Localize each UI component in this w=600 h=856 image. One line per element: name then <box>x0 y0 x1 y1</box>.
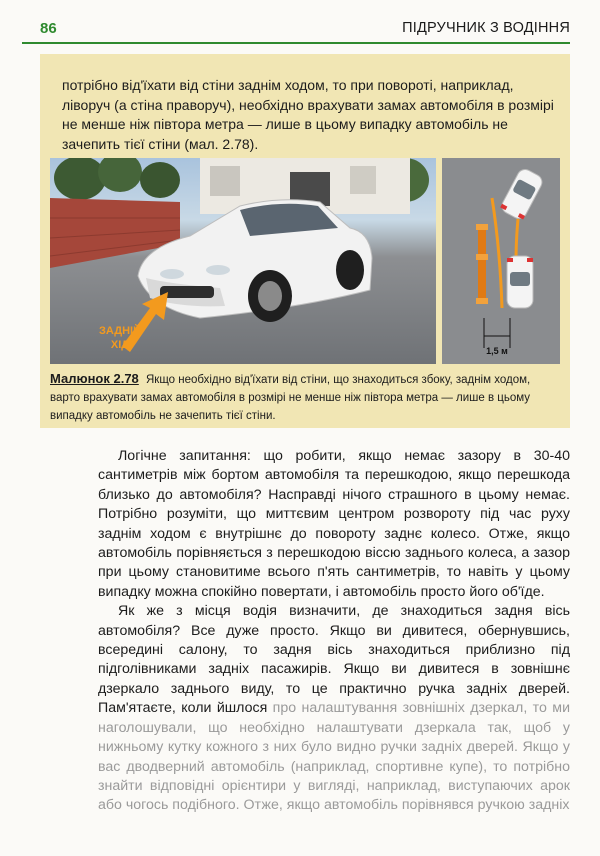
photo-label-line1: ЗАДНІЙ <box>99 325 141 337</box>
body-text <box>98 447 570 816</box>
diagram-measure: 1,5 м <box>486 346 508 356</box>
paragraph-2-faded: про налаштування зовнішніх дзеркал, то ми наголошували, що необхідно налаштувати дзеркала так, щоб у нижньому кутку кожного з них було видно ручки задніх дверей. Якщо у вас дводверний автомобіль (наприклад, спортивне купе), то потрібно знайти відповідні орієнтири у вигляді, наприклад, виступаючих арок або чогось подібного. Отже, якщо автомобіль порівнявся ручкою задніх <box>98 700 570 814</box>
figure-caption-text: Якщо необхідно від'їхати від стіни, що знаходиться збоку, заднім ходом, варто врахувати замах автомобіля в розмірі не менше ніж півтора метра — лише в цьому випадку автомобіль не зачепить тієї стіни. <box>50 374 531 422</box>
figure-photo <box>50 158 436 364</box>
figure-diagram <box>442 158 560 364</box>
turning-diagram <box>442 158 560 364</box>
paragraph-2-main: Як же з місця водія визначити, де знаходиться задня вісь автомобіля? Все дуже просто. Якщо ви дивитеся, обернувшись, всередині салону, то задня вісь знаходиться приблизно під підголівниками задніх пасажирів. Якщо ви дивитеся в зовнішнє дзеркало заднього виду, то це практично ручка задніх дверей. Пам'ятаєте, коли йшлося <box>98 603 570 717</box>
page-number: 86 <box>40 20 57 37</box>
page-header <box>0 0 600 44</box>
callout-text: потрібно від'їхати від стіни заднім ходом, то при повороті, наприклад, ліворуч (а стіна праворуч), необхідно врахувати замах автомобіля в розмірі не менше ніж півтора метра — лише в цьому випадку автомобіль не зачепить тієї стіни (мал. 2.78). <box>62 77 554 152</box>
photo-label-line2: ХІД <box>110 339 130 351</box>
figure-label: Малюнок 2.78 <box>50 371 139 386</box>
figure-callout <box>40 54 570 428</box>
header-rule <box>22 42 570 44</box>
paragraph-2 <box>98 602 570 815</box>
paragraph-1: Логічне запитання: що робити, якщо немає зазору в 30-40 сантиметрів між бортом автомобіля та перешкодою, якщо перешкода близько до автомобіля? Насправді нічого страшного в цьому немає. Потрібно розуміти, що миттєвим центром розвороту під час руху заднім ходом є внутрішнє до повороту заднє колесо. Отже, якщо автомобіль порівняється з перешкодою віссю заднього колеса, а зазор при цьому становитиме всього п'ять сантиметрів, то навіть у цьому випадку можна спокійно повертати, і автомобіль просто його об'їде. <box>98 448 570 600</box>
running-title: ПІДРУЧНИК З ВОДІННЯ <box>402 20 570 36</box>
car-photo-illustration <box>50 158 436 364</box>
figure-caption <box>50 370 560 425</box>
